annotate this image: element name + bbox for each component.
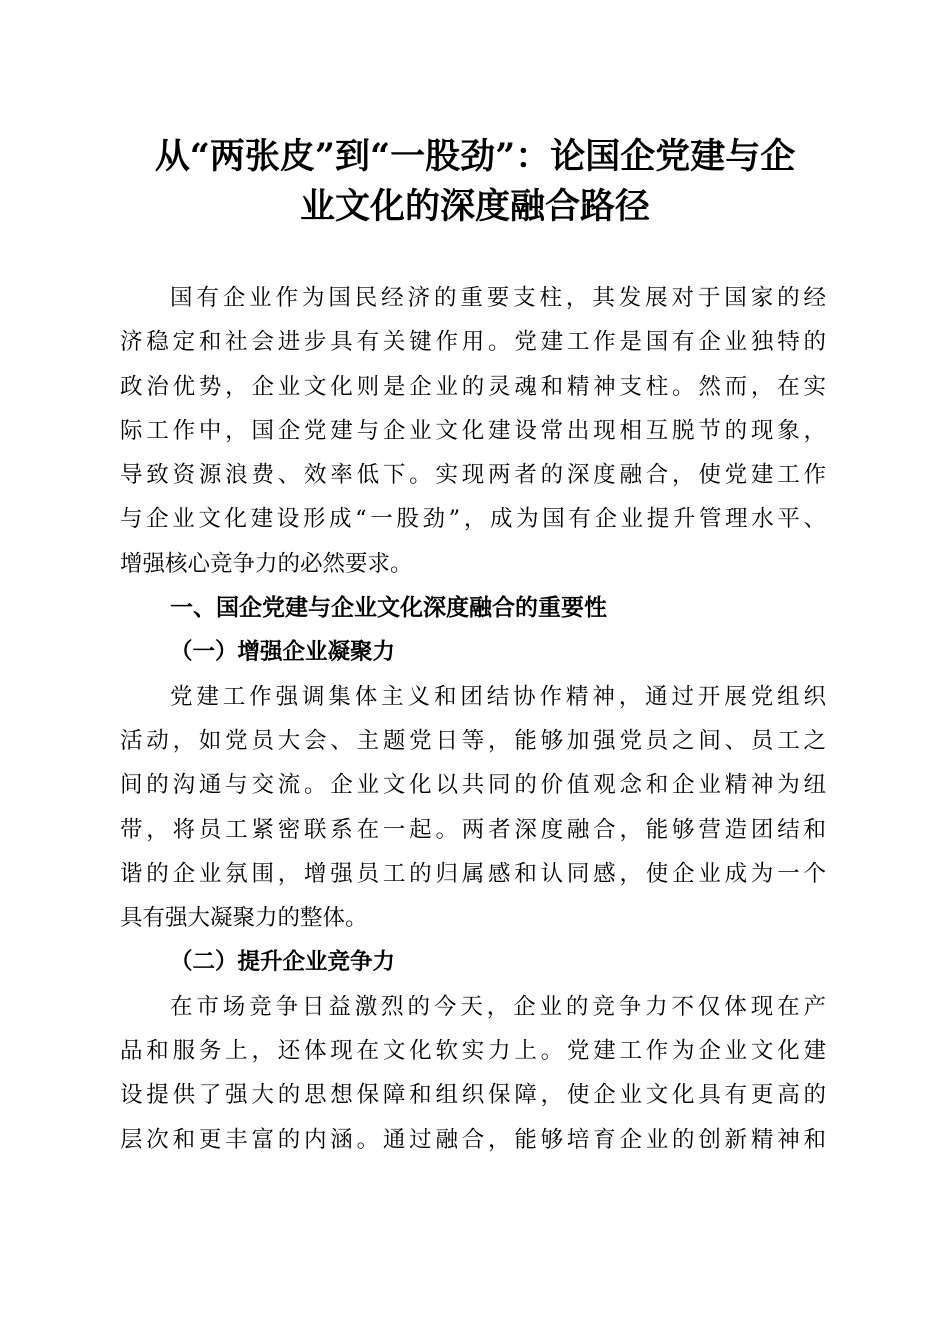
subsection-paragraph [120,675,826,941]
paragraph-line: 国有企业作为国民经济的重要支柱，其发展对于国家的经 [170,285,826,311]
paragraph-line: 带，将员工紧密联系在一起。两者深度融合，能够营造团结和 [120,816,826,843]
section-heading: 一、国企党建与企业文化深度融合的重要性 [170,595,607,622]
paragraph-line: 在市场竞争日益激烈的今天，企业的竞争力不仅体现在产 [170,993,826,1020]
paragraph-line: 层次和更丰富的内涵。通过融合，能够培育企业的创新精神和 [120,1126,826,1153]
paragraph-line: 与企业文化建设形成“一股劲”，成为国有企业提升管理水平、 [120,506,826,533]
paragraph-line: 际工作中，国企党建与企业文化建设常出现相互脱节的现象， [120,417,826,444]
paragraph-line: 政治优势，企业文化则是企业的灵魂和精神支柱。然而，在实 [120,373,826,400]
subsection-heading: （二）提升企业竞争力 [170,949,396,976]
paragraph-line: 具有强大凝聚力的整体。 [120,905,368,932]
title-line: 从“两张皮”到“一股劲”：论国企党建与企 [154,136,796,177]
paragraph-line: 谐的企业氛围，增强员工的归属感和认同感，使企业成为一个 [120,860,826,887]
intro-paragraph [120,276,826,586]
paragraph-line: 增强核心竞争力的必然要求。 [120,550,413,577]
paragraph-line: 党建工作强调集体主义和团结协作精神，通过开展党组织 [170,683,826,710]
subsection-paragraph [120,985,826,1162]
paragraph-line: 济稳定和社会进步具有关键作用。党建工作是国有企业独特的 [120,329,826,356]
subsection-heading: （一）增强企业凝聚力 [170,639,396,666]
paragraph-line: 导致资源浪费、效率低下。实现两者的深度融合，使党建工作 [120,462,826,489]
paragraph-line: 间的沟通与交流。企业文化以共同的价值观念和企业精神为纽 [120,772,826,799]
paragraph-line: 活动，如党员大会、主题党日等，能够加强党员之间、员工之 [120,727,826,754]
title-line: 业文化的深度融合路径 [299,186,650,227]
document-body [120,276,826,1162]
document-title [100,132,850,232]
paragraph-line: 设提供了强大的思想保障和组织保障，使企业文化具有更高的 [120,1082,826,1109]
paragraph-line: 品和服务上，还体现在文化软实力上。党建工作为企业文化建 [120,1038,826,1065]
